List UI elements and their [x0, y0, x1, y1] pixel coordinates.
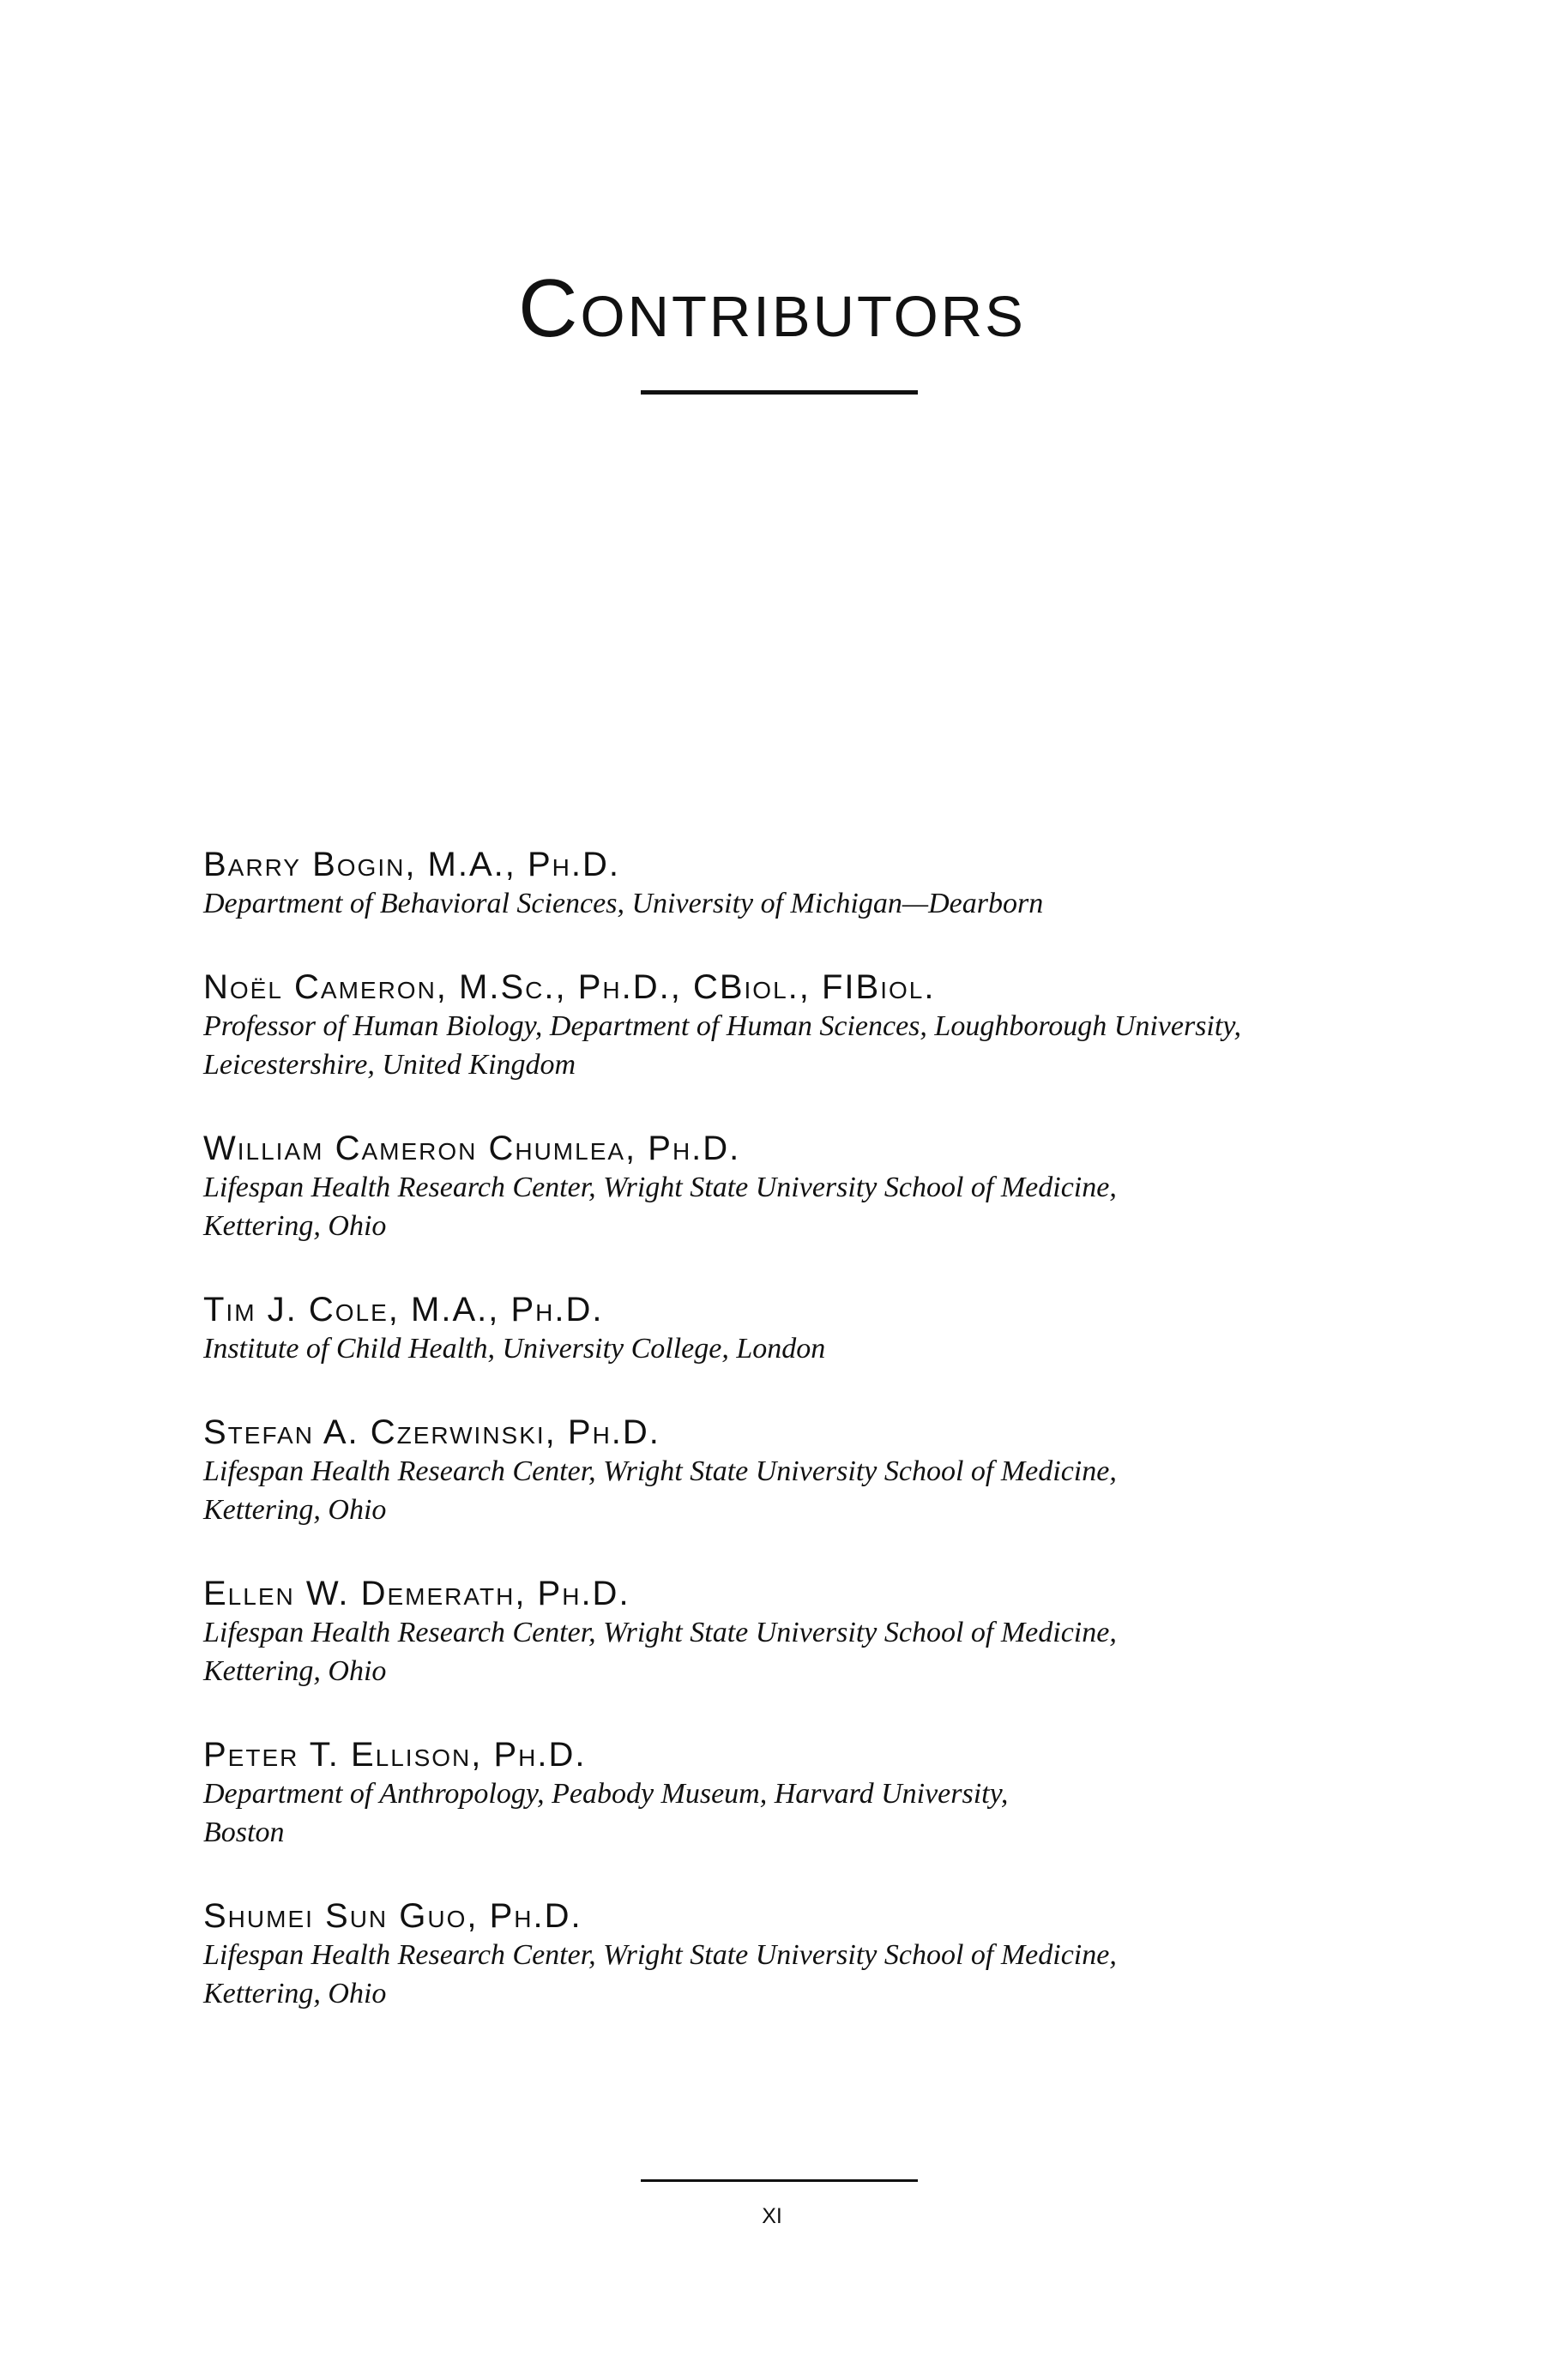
affiliation-line: Lifespan Health Research Center, Wright State University School of Medicine,	[203, 1455, 1117, 1487]
contributor-affiliation	[203, 1168, 1404, 1245]
page-title: Contributors	[518, 262, 1026, 354]
affiliation-line: Kettering, Ohio	[203, 1655, 387, 1687]
affiliation-line: Institute of Child Health, University College, London	[203, 1333, 826, 1365]
affiliation-line: Kettering, Ohio	[203, 1494, 387, 1526]
contributor-entry	[203, 967, 1404, 1084]
affiliation-line: Kettering, Ohio	[203, 1210, 387, 1242]
contributor-list	[203, 845, 1404, 2058]
affiliation-line: Kettering, Ohio	[203, 1978, 387, 2009]
contributor-entry	[203, 1129, 1404, 1245]
affiliation-line: Department of Anthropology, Peabody Museum, Harvard University,	[203, 1778, 1009, 1810]
contributor-name: William Cameron Chumlea, Ph.D.	[203, 1130, 741, 1167]
contributor-entry	[203, 845, 1404, 923]
contributor-entry	[203, 1735, 1404, 1852]
contributor-name: Barry Bogin, M.A., Ph.D.	[203, 846, 621, 883]
affiliation-line: Lifespan Health Research Center, Wright State University School of Medicine,	[203, 1939, 1117, 1971]
affiliation-line: Lifespan Health Research Center, Wright State University School of Medicine,	[203, 1617, 1117, 1648]
contributor-name: Ellen W. Demerath, Ph.D.	[203, 1575, 630, 1612]
affiliation-line: Leicestershire, United Kingdom	[203, 1049, 576, 1081]
contributor-affiliation	[203, 1774, 1404, 1852]
contributor-name: Noël Cameron, M.Sc., Ph.D., CBiol., FIBiol.	[203, 968, 936, 1006]
affiliation-line: Boston	[203, 1817, 285, 1848]
contributor-affiliation	[203, 1329, 1404, 1368]
contributor-entry	[203, 1290, 1404, 1368]
contributor-name: Stefan A. Czerwinski, Ph.D.	[203, 1413, 660, 1451]
contributor-affiliation	[203, 1613, 1404, 1690]
footer-rule	[641, 2179, 918, 2182]
contributor-entry	[203, 1896, 1404, 2013]
affiliation-line: Professor of Human Biology, Department of Human Sciences, Loughborough University,	[203, 1010, 1242, 1042]
contributor-name: Tim J. Cole, M.A., Ph.D.	[203, 1291, 604, 1329]
contributor-entry	[203, 1413, 1404, 1529]
contributor-entry	[203, 1574, 1404, 1690]
affiliation-line: Department of Behavioral Sciences, University of Michigan—Dearborn	[203, 888, 1044, 919]
page-number: xi	[762, 2195, 782, 2230]
contributor-name: Peter T. Ellison, Ph.D.	[203, 1736, 587, 1774]
title-rule	[641, 390, 918, 395]
contributor-name: Shumei Sun Guo, Ph.D.	[203, 1897, 582, 1935]
affiliation-line: Lifespan Health Research Center, Wright State University School of Medicine,	[203, 1172, 1117, 1203]
contributor-affiliation	[203, 1936, 1404, 2013]
contributor-affiliation	[203, 1007, 1404, 1084]
contributor-affiliation	[203, 884, 1404, 923]
contributor-affiliation	[203, 1452, 1404, 1529]
